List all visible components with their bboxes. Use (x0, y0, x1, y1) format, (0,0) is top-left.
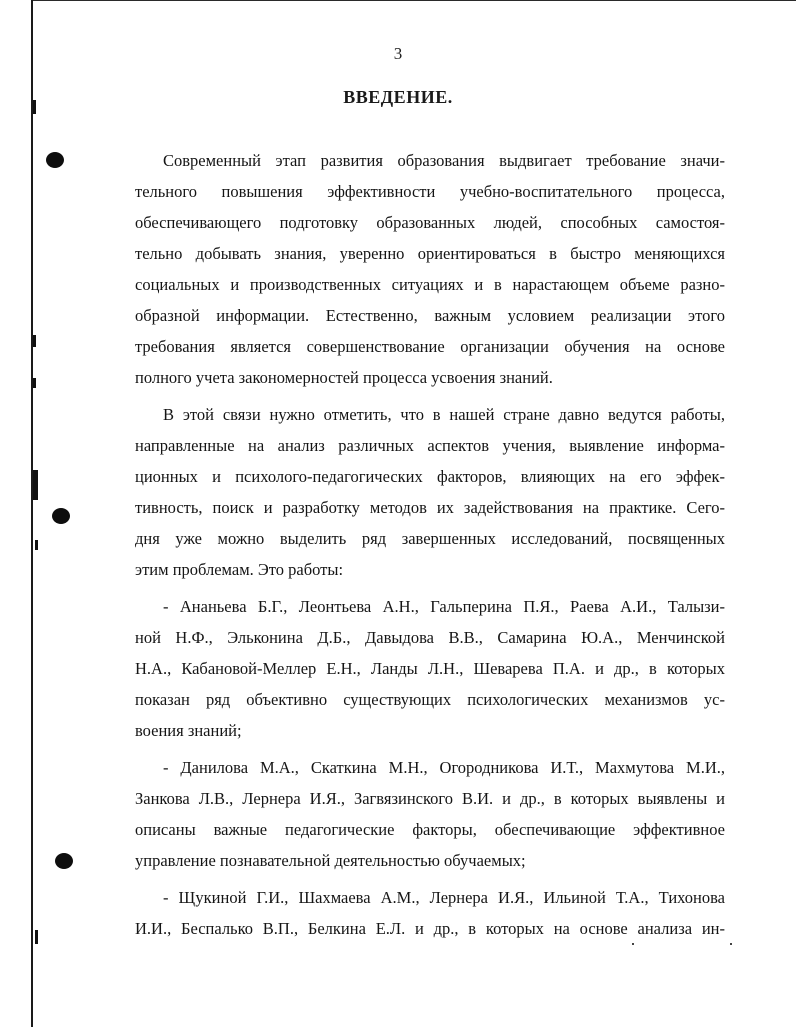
text-line: этим проблемам. Это работы: (135, 560, 344, 579)
scan-artifact (35, 540, 38, 550)
text-line: дня уже можно выделить ряд завершенных исследований, посвященных (135, 529, 725, 548)
text-line: описаны важные педагогические факторы, обеспечивающие эффективное (135, 820, 725, 839)
binding-hole-mark (52, 508, 70, 524)
scan-edge-top (31, 0, 796, 1)
text-line: Н.А., Кабановой-Меллер Е.Н., Ланды Л.Н., Шеварева П.А. и др., в которых (135, 659, 725, 678)
text-line: требования является совершенствование организации обучения на основе (135, 337, 725, 356)
text-line: тивность, поиск и разработку методов их задействования на практике. Сего- (135, 498, 725, 517)
scan-edge-left (31, 0, 33, 1027)
body-text (135, 145, 725, 944)
text-line: - Щукиной Г.И., Шахмаева А.М., Лернера И.Я., Ильиной Т.А., Тихонова (163, 888, 725, 907)
scan-artifact (33, 378, 36, 388)
text-line: ной Н.Ф., Эльконина Д.Б., Давыдова В.В., Самарина Ю.А., Менчинской (135, 628, 725, 647)
text-line: управление познавательной деятельностью обучаемых; (135, 851, 526, 870)
text-line: И.И., Беспалько В.П., Белкина Е.Л. и др., в которых на основе анализа ин- (135, 919, 725, 938)
text-line: тельно добывать знания, уверенно ориентироваться в быстро меняющихся (135, 244, 725, 263)
text-line: полного учета закономерностей процесса усвоения знаний. (135, 368, 553, 387)
text-line: - Данилова М.А., Скаткина М.Н., Огородникова И.Т., Махмутова М.И., (163, 758, 725, 777)
scan-artifact (33, 335, 36, 347)
text-line: В этой связи нужно отметить, что в нашей стране давно ведутся работы, (163, 405, 725, 424)
scan-artifact (33, 470, 38, 500)
section-heading: ВВЕДЕНИЕ. (343, 87, 453, 107)
text-line: - Ананьева Б.Г., Леонтьева А.Н., Гальперина П.Я., Раева А.И., Талызи- (163, 597, 725, 616)
scan-artifact (35, 930, 38, 944)
text-line: Занкова Л.В., Лернера И.Я., Загвязинского В.И. и др., в которых выявлены и (135, 789, 725, 808)
text-line: социальных и производственных ситуациях и в нарастающем объеме разно- (135, 275, 725, 294)
text-line: ционных и психолого-педагогических факторов, влияющих на его эффек- (135, 467, 725, 486)
text-line: обеспечивающего подготовку образованных людей, способных самостоя- (135, 213, 725, 232)
text-line: Современный этап развития образования выдвигает требование значи- (163, 151, 725, 170)
text-line: тельного повышения эффективности учебно-воспитательного процесса, (135, 182, 725, 201)
text-line: показан ряд объективно существующих психологических механизмов ус- (135, 690, 725, 709)
text-line: направленные на анализ различных аспектов учения, выявление информа- (135, 436, 725, 455)
text-line: воения знаний; (135, 721, 242, 740)
text-line: образной информации. Естественно, важным условием реализации этого (135, 306, 725, 325)
scan-speck (730, 943, 732, 945)
binding-hole-mark (55, 853, 73, 869)
page-number: 3 (393, 44, 403, 63)
binding-hole-mark (46, 152, 64, 168)
